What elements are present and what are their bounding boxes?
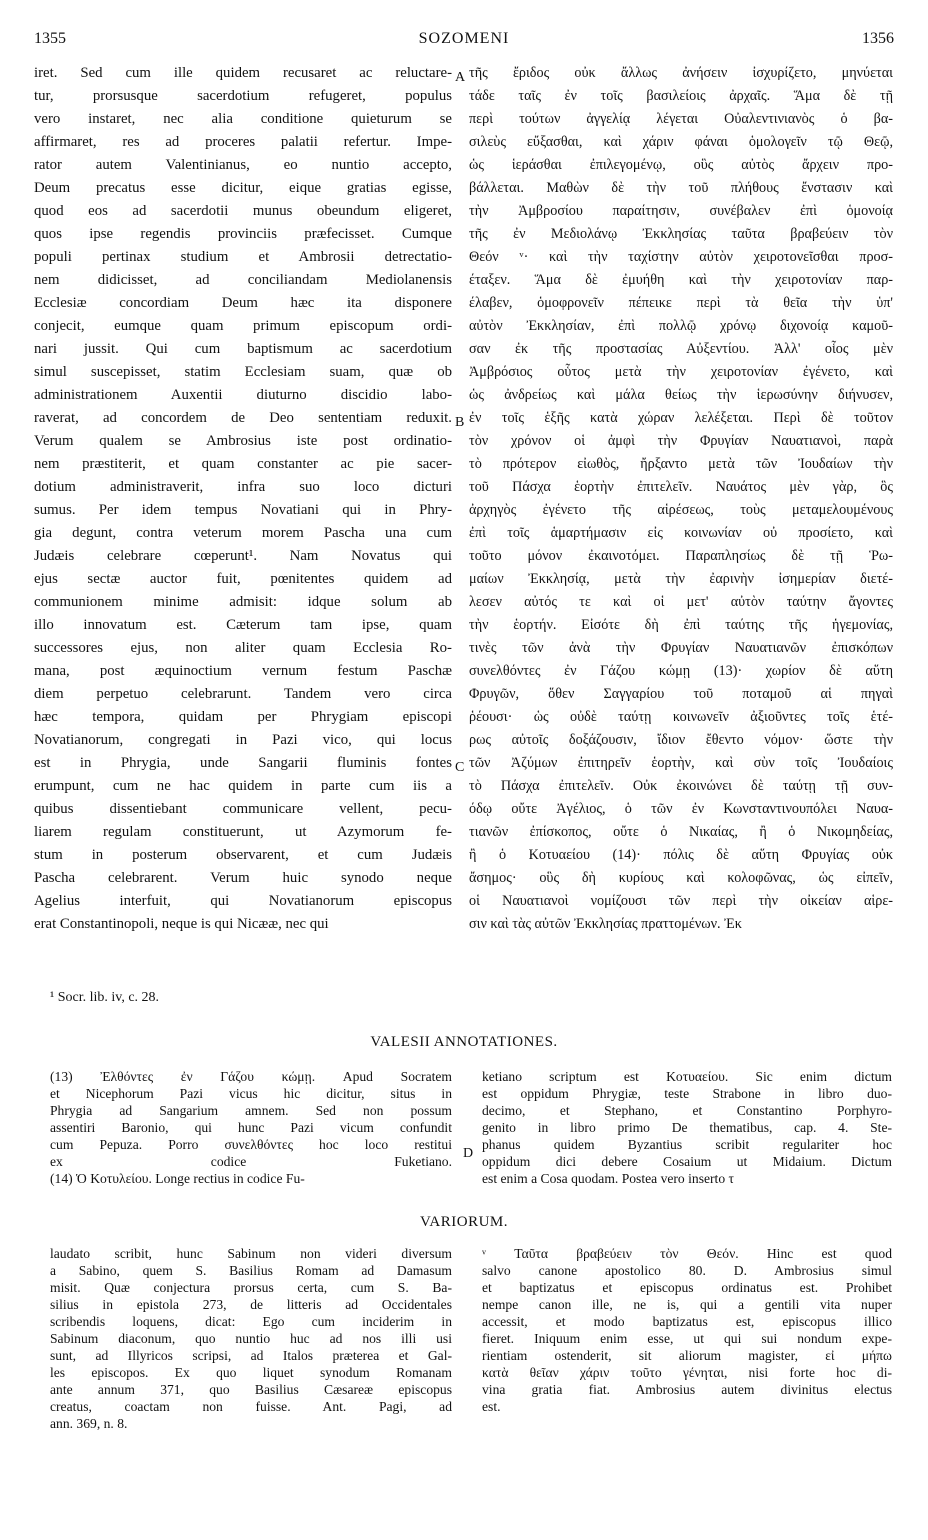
greek-text-line: τιανῶν ἐπίσκοπος, οὔτε ὁ Νικαίας, ἢ ὁ Νικομηδείας, (469, 824, 893, 840)
latin-text-line: simul suscepisset, statim Ecclesiam suam, quæ ob (34, 364, 452, 380)
greek-text-line: τάδε ταῖς ἐν τοῖς βασιλείοις ἀρχαῖς. Ἅμα δὲ τῇ (469, 88, 893, 104)
variorum-line: Sabinum diaconum, quo nuntio huc ad nos illi usi (50, 1331, 452, 1346)
greek-text-line: σιν καὶ τὰς αὐτῶν Ἐκκλησίας πραττομένων. Ἐκ (469, 916, 742, 932)
greek-text-line: λεσεν αὐτός τε καὶ οἱ μετ' αὐτὸν ταύτην ἄγοντες (469, 594, 893, 610)
variorum-notes-left (50, 1245, 452, 1432)
variorum-notes-right (482, 1245, 892, 1415)
annotation-line: (13) Ἐλθόντες ἐν Γάζου κώμῃ. Apud Socratem (50, 1069, 452, 1084)
latin-text-line: erumpunt, cum ne hac quidem in parte cum iis a (34, 778, 452, 794)
greek-text-line: έταξεν. Ἅμα δὲ ἐμυήθη καὶ τὴν χειροτονίαν παρ- (469, 272, 893, 288)
greek-text-line: Ἀμβρόσιος οὗτος μετὰ τὴν χειροτονίαν ἐγένετο, καὶ (469, 364, 893, 380)
variorum-line: accessit, et modo baptizatus est, episcopus illico (482, 1314, 892, 1329)
latin-text-line: stum in posterum observarent, et cum Judæis (34, 847, 452, 863)
valesii-notes-right (482, 1068, 892, 1187)
variorum-line: est. (482, 1399, 501, 1414)
latin-text-line: conjecit, eumque quam primum episcopum ordi- (34, 318, 452, 334)
annotation-line: ketiano scriptum est Κοτυαείου. Sic enim dictum (482, 1069, 892, 1084)
greek-text-line: ἐν τοῖς ἑξῆς κατὰ χώραν λελέξεται. Περὶ δὲ τοῦτον (469, 410, 893, 426)
annotation-line: et Nicephorum Pazi vicus hic dicitur, situs in (50, 1086, 452, 1101)
variorum-line: misit. Quæ conjectura prorsus certa, cum S. Ba- (50, 1280, 452, 1295)
annotation-line: genito in libro primo De thematibus, cap. 4. Ste- (482, 1120, 892, 1135)
annotation-line: (14) Ὁ Κοτυλείου. Longe rectius in codice Fu- (50, 1171, 305, 1186)
annotation-line: est oppidum Phrygiæ, teste Strabone in libro duo- (482, 1086, 892, 1101)
greek-text-line: τὸ πρότερον εἰωθὸς, ἤρξαντο μετὰ τῶν Ἰουδαίων τὴν (469, 456, 893, 472)
latin-text-line: raverat, ad concordem de Deo sententiam reduxit. (34, 410, 452, 426)
greek-text-line: περὶ τούτων ἀγγελίᾳ λέγεται Οὐαλεντινιανὸς ὁ βα- (469, 111, 893, 127)
variorum-line: ann. 369, n. 8. (50, 1416, 128, 1431)
variorum-line: salvo canone apostolico 80. D. Ambrosius simul (482, 1263, 892, 1278)
greek-text-line: τὸ Πάσχα ἐπιτελεῖν. Οὐκ ἐκοινώνει δὲ ταύτῃ τῇ συν- (469, 778, 893, 794)
greek-text-line: ὡς ἀνδρείως καὶ μάλα θείως τὴν ἱερωσύνην διήνυσεν, (469, 387, 893, 403)
greek-text-line: τὸν χρόνον οἱ ἀμφὶ τὴν Φρυγίαν Ναυατιανοὶ, παρὰ (469, 433, 893, 449)
latin-text-line: Verum qualem se Ambrosius iste post ordinatio- (34, 433, 452, 449)
latin-text-line: gia degunt, contra veterum morem Pascha una cum (34, 525, 452, 541)
annotation-line: oppidum dici debere Cosaium ut Midaium. Dictum (482, 1154, 892, 1169)
latin-text-line: mana, post æquinoctium vernum festum Paschæ (34, 663, 452, 679)
latin-text-line: vero instaret, nec alia conditione quieturum se (34, 111, 452, 127)
running-title: SOZOMENI (418, 30, 510, 47)
latin-text-line: successores ejus, non aliter quam Ecclesia Ro- (34, 640, 452, 656)
greek-text-line: αὐτὸν Ἐκκλησίαν, ἐπὶ πολλῷ χρόνῳ διχονοίᾳ καμοῦ- (469, 318, 893, 334)
margin-letter-b: B (455, 415, 465, 430)
greek-text-line: όδῳ οὔτε Ἀγέλιος, ὁ τῶν ἐν Κωνσταντινουπόλει Ναυα- (469, 801, 893, 817)
latin-text-line: quod eos ad sacerdotii munus obeundum eligeret, (34, 203, 452, 219)
greek-text-line: μαίων Ἐκκλησίᾳ, μετὰ τὴν ἐαρινὴν ἰσημερίαν διετέ- (469, 571, 893, 587)
greek-text-line: ἀρχηγὸς ἐγένετο τῆς αἱρέσεως, τοὺς μεταμελουμένους (469, 502, 893, 518)
greek-text-line: τοῦτο μόνον ἐκαινοτόμει. Παραπλησίως δὲ τῇ Ῥω- (469, 548, 893, 564)
greek-text-line: Φρυγῶν, ὅθεν Σαγγαρίου τοῦ ποταμοῦ αἱ πηγαὶ (469, 686, 893, 702)
latin-text-line: erat Constantinopoli, neque is qui Nicææ, nec qui (34, 916, 329, 932)
margin-letter-c: C (455, 760, 465, 775)
greek-text-line: τῆς ἐν Μεδιολάνῳ Ἐκκλησίας ταῦτα βραβεύειν τὸν (469, 226, 893, 242)
greek-text-line: ἄσημος· οὓς δὴ κυρίους καὶ κολοφῶνας, ὡς εἰπεῖν, (469, 870, 893, 886)
left-page-number: 1355 (34, 30, 66, 47)
latin-text-line: nari jussit. Qui cum baptismum ac sacerdotium (34, 341, 452, 357)
footnote: ¹ Socr. lib. iv, c. 28. (50, 990, 160, 1005)
annotation-line: cum Pepuza. Porro συνελθόντες hoc loco restitui (50, 1137, 452, 1152)
variorum-line: vina gratia fiat. Ambrosius autem divinitus electus (482, 1382, 892, 1397)
latin-text-line: administrationem Auxentii diuturno discidio labo- (34, 387, 452, 403)
latin-text-line: hæc tempora, quidam per Phrygiam episcopi (34, 709, 452, 725)
greek-text-line: τινὲς τῶν ἀνὰ τὴν Φρυγίαν Ναυατιανῶν ἐπισκόπων (469, 640, 893, 656)
latin-text-line: Judæis celebrare cœperunt¹. Nam Novatus qui (34, 548, 452, 564)
valesii-notes-left (50, 1068, 452, 1187)
variorum-line: ᵛ Ταῦτα βραβεύειν τὸν Θεόν. Hinc est quod (482, 1246, 892, 1261)
running-header (34, 30, 894, 56)
annotation-line: assentiri Baronio, qui hunc Pazi vicum confundit (50, 1120, 452, 1135)
greek-text-line: ἢ ὁ Κοτυαείου (14)· πόλις δὲ αὕτη Φρυγίας οὐκ (469, 847, 893, 863)
latin-text-line: iret. Sed cum ille quidem recusaret ac reluctare- (34, 65, 452, 81)
annotation-line: est enim a Cosa quodam. Postea vero inserto τ (482, 1171, 734, 1186)
variorum-line: scribendis loquens, dicat: Ego cum inciderim in (50, 1314, 452, 1329)
right-page-number: 1356 (862, 30, 894, 47)
latin-text-line: nem præstiterit, et quam constanter ac pie sacer- (34, 456, 452, 472)
latin-text-line: Ecclesiæ concordiam Deum hæc ita disponere (34, 295, 452, 311)
latin-text-line: nem didicisset, ad conciliandam Mediolanensis (34, 272, 452, 288)
variorum-line: κατὰ θεῖαν χάριν τοῦτο γένηται, nisi forte hoc di- (482, 1365, 892, 1380)
greek-text-line: τοῦ Πάσχα ἑορτὴν ἐπιτελεῖν. Ναυάτος μὲν γὰρ, ὃς (469, 479, 893, 495)
variorum-line: creatus, coactam non fuisse. Ant. Pagi, ad (50, 1399, 452, 1414)
latin-text-line: rator autem Valentinianus, eo nuntio accepto, (34, 157, 452, 173)
greek-text-line: έλαβεν, ὁμοφρονεῖν πέπεικε περὶ τὰ θεῖα τὴν ὑπ' (469, 295, 893, 311)
variorum-line: nempe canon ille, ne is, qui a gentili vita nuper (482, 1297, 892, 1312)
latin-text-line: tur, prorsusque sacerdotium refugeret, populus (34, 88, 452, 104)
greek-text-line: ῥέουσι· ὡς οὐδὲ ταύτῃ κοινωνεῖν ἀξιοῦντες τοῖς ἑτέ- (469, 709, 893, 725)
latin-text-line: Deum precatus esse dicitur, eique gratias egisse, (34, 180, 452, 196)
annotation-line: ex codice Fuketiano. (50, 1154, 452, 1169)
latin-text-line: liarem regulam constituerunt, ut Azymorum fe- (34, 824, 452, 840)
margin-letter-d: D (463, 1146, 474, 1161)
variorum-line: et baptizatus et episcopus ordinatus est. Prohibet (482, 1280, 892, 1295)
greek-text-line: τὴν Ἀμβροσίου παραίτησιν, συνέβαλεν ἐπὶ ὁμονοίᾳ (469, 203, 893, 219)
greek-text-line: τῶν Ἀζύμων ἐπιτηρεῖν ἑορτὴν, καὶ σὺν τοῖς Ἰουδαίοις (469, 755, 893, 771)
latin-text-line: ejus sectæ auctor fuit, pœnitentes quidem ad (34, 571, 452, 587)
latin-text-line: populi pertinax studium et Ambrosii detrectatio- (34, 249, 452, 265)
variorum-line: laudato scribit, hunc Sabinum non videri diversum (50, 1246, 452, 1261)
greek-text-line: ρως αὐτοῖς δοξάζουσιν, ἴδιον ἔθεντο νόμον· ὥστε τὴν (469, 732, 893, 748)
greek-text-line: ἐπὶ τοῖς ἁμαρτήμασιν εἰς κοινωνίαν οὐ προσίετο, καὶ (469, 525, 893, 541)
annotation-line: phanus quidem Byzantius scribit regulariter hoc (482, 1137, 892, 1152)
greek-text-line: Θεόν ᵛ· καὶ τὴν ταχίστην αὐτὸν χειροτονεῖσθαι προσ- (469, 249, 893, 265)
latin-text-line: diem perpetuo celebrarunt. Tandem vero circa (34, 686, 452, 702)
latin-text-line: quos ipse regendis provinciis præfecisset. Cumque (34, 226, 452, 242)
margin-letter-a: A (455, 70, 466, 85)
valesii-heading: VALESII ANNOTATIONES. (370, 1034, 558, 1050)
latin-text-line: est in Phrygia, unde Sangarii fluminis fontes (34, 755, 452, 771)
latin-text-line: communionem minime admisit: idque solum ab (34, 594, 452, 610)
latin-text-line: dotium administraverit, infra suo loco dicturi (34, 479, 452, 495)
variorum-line: sunt, ad Illyricos scripsi, ad Italos præterea et Gal- (50, 1348, 452, 1363)
variorum-line: ante annum 371, quo Basilius Cæsareæ episcopus (50, 1382, 452, 1397)
greek-text-line: συνελθόντες ἐν Γάζου κώμῃ (13)· χωρίον δὲ αὕτη (469, 663, 893, 679)
latin-text-line: Pascha celebrarent. Verum huic synodo neque (34, 870, 452, 886)
variorum-line: silius in epistola 273, de litteris ad Occidentales (50, 1297, 452, 1312)
latin-text-line: quibus dissentiebant communicare vellent, pecu- (34, 801, 452, 817)
variorum-line: fieret. Iniquum enim esse, ut qui sui nondum expe- (482, 1331, 892, 1346)
latin-text-line: Novatianorum, congregati in Pazi vico, qui locus (34, 732, 452, 748)
latin-text-line: Agelius interfuit, qui Novatianorum episcopus (34, 893, 452, 909)
latin-text-line: illo innovatum est. Cæterum tam ipse, quam (34, 617, 452, 633)
variorum-line: rientiam ostenderit, sit aliorum magister, εἰ μήπω (482, 1348, 892, 1363)
greek-text-line: ὡς ἱεράσθαι ἐπιλεγομένῳ, οὓς αὐτὸς ἄρχειν προ- (469, 157, 893, 173)
latin-column (34, 62, 452, 936)
variorum-line: les episcopos. Ex quo liquet synodum Romanam (50, 1365, 452, 1380)
greek-text-line: βάλλεται. Μαθὼν δὲ τὴν τοῦ πλήθους ἔνστασιν καὶ (469, 180, 893, 196)
latin-text-line: sumus. Per idem tempus Novatiani qui in Phry- (34, 502, 452, 518)
greek-text-line: σιλεὺς εὔξασθαι, καὶ χάριν φάναι ὁμολογεῖν τῷ Θεῷ, (469, 134, 893, 150)
latin-text-line: affirmaret, res ad proceres palatii refertur. Impe- (34, 134, 452, 150)
annotation-line: decimo, et Stephano, et Constantino Porphyro- (482, 1103, 892, 1118)
greek-column (469, 62, 893, 936)
annotation-line: Phrygia ad Sangarium amnem. Sed non possum (50, 1103, 452, 1118)
greek-text-line: τὴν ἑορτήν. Εἰσότε δὴ ἐπὶ ταύτης τῆς ἡγεμονίας, (469, 617, 893, 633)
greek-text-line: τῆς ἔριδος οὐκ ἄλλως ἀνήσειν ἰσχυρίζετο, μηνύεται (469, 65, 893, 81)
greek-text-line: σαν ἐκ τῆς προστασίας Αὐξεντίου. Ἀλλ' οἷος μὲν (469, 341, 893, 357)
variorum-heading: VARIORUM. (420, 1214, 508, 1230)
greek-text-line: οἱ Ναυατιανοὶ νομίζουσι τῶν περὶ τὴν οἰκείαν αἱρε- (469, 893, 893, 909)
variorum-line: a Sabino, quem S. Basilius Romam ad Damasum (50, 1263, 452, 1278)
